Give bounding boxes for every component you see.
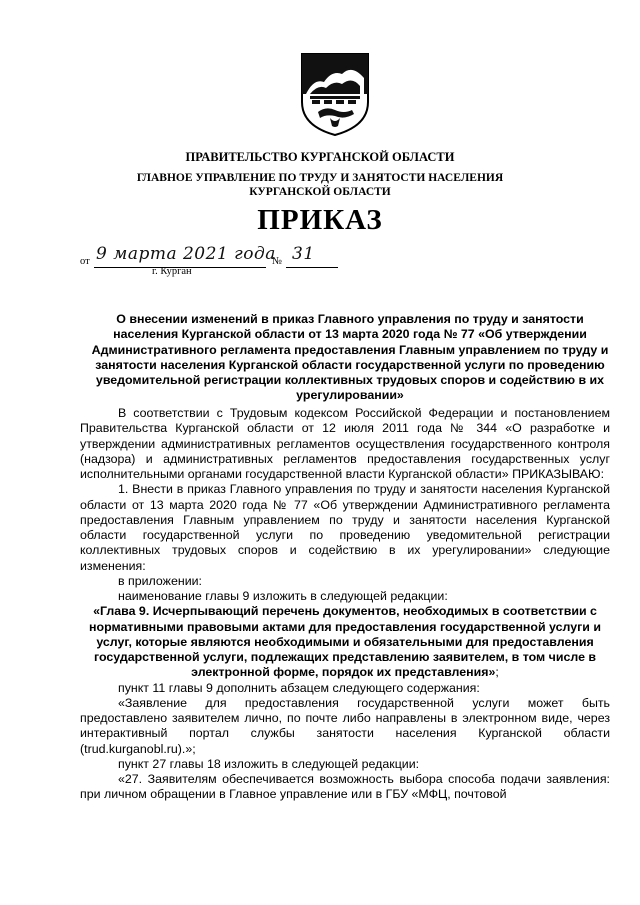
body-paragraph: пункт 11 главы 9 дополнить абзацем следующего содержания: xyxy=(118,680,480,695)
body-paragraph: 1. Внести в приказ Главного управления по труду и занятости населения Курганской области от 13 марта 2020 года № 77 «Об утверждении Административного регламента предоставления Главным управлением по труду и занятости населения Курганской области государственной услуги по проведению уведомительной регистрации коллективных трудовых споров и содействию в их урегулировании» следующие изменения: xyxy=(80,482,610,573)
body-paragraph: в приложении: xyxy=(118,573,202,588)
order-subject: О внесении изменений в приказ Главного управления по труду и занятости населения Курганской области от 13 марта 2020 года № 77 «Об утверждении Административного регламента предоставления Главным управлением по труду и занятости населения Курганской области государственной услуги по проведению уведомительной регистрации коллективных трудовых споров и содействию в их урегулировании» xyxy=(91,312,609,403)
body-paragraph: «Заявление для предоставления государственной услуги может быть предоставлено заявителем лично, по почте либо направлены в электронном виде, через интерактивный портал службы занятости населения Курганской области (trud.kurganobl.ru).»; xyxy=(80,695,610,756)
order-body xyxy=(80,406,610,803)
date-from-label: от xyxy=(80,256,90,267)
department-name xyxy=(0,171,640,199)
number-underline xyxy=(286,267,338,268)
body-paragraph: В соответствии с Трудовым кодексом Российской Федерации и постановлением Правительства Курганской области от 12 июля 2011 года № 344 «О разработке и утверждении административных регламентов осуществления государственного контроля (надзора) и административных регламентов предоставления государственных услуг исполнительными органами государственной власти Курганской области» ПРИКАЗЫВАЮ: xyxy=(80,406,610,481)
chapter-title-quote xyxy=(80,604,610,680)
chapter-title-tail: ; xyxy=(495,665,499,680)
handwritten-date: 9 марта 2021 года xyxy=(96,244,276,264)
chapter-title-text: «Глава 9. Исчерпывающий перечень документов, необходимых в соответствии с нормативными правовыми актами для предоставления государственной услуги и услуг, которые являются необходимыми и обязательными для предоставления государственной услуги, подлежащих представлению заявителем, в том числе в электронной форме, порядок их представления» xyxy=(89,604,601,680)
department-name-line2: КУРГАНСКОЙ ОБЛАСТИ xyxy=(249,186,391,198)
coat-of-arms-emblem xyxy=(296,52,374,137)
date-number-line xyxy=(80,244,380,284)
body-paragraph: пункт 27 главы 18 изложить в следующей редакции: xyxy=(118,756,420,771)
body-paragraph: наименование главы 9 изложить в следующей редакции: xyxy=(118,589,448,603)
government-name: ПРАВИТЕЛЬСТВО КУРГАНСКОЙ ОБЛАСТИ xyxy=(185,150,455,164)
number-label: № xyxy=(272,256,283,267)
handwritten-number: 31 xyxy=(292,244,315,264)
body-paragraph: «27. Заявителям обеспечивается возможность выбора способа подачи заявления: при личном обращении в Главное управление или в ГБУ «МФЦ, почтовой xyxy=(80,772,610,802)
coat-of-arms-icon xyxy=(296,52,374,137)
city-label: г. Курган xyxy=(152,266,192,277)
document-type-title: ПРИКАЗ xyxy=(257,204,383,236)
department-name-line1: ГЛАВНОЕ УПРАВЛЕНИЕ ПО ТРУДУ И ЗАНЯТОСТИ НАСЕЛЕНИЯ xyxy=(136,172,504,184)
